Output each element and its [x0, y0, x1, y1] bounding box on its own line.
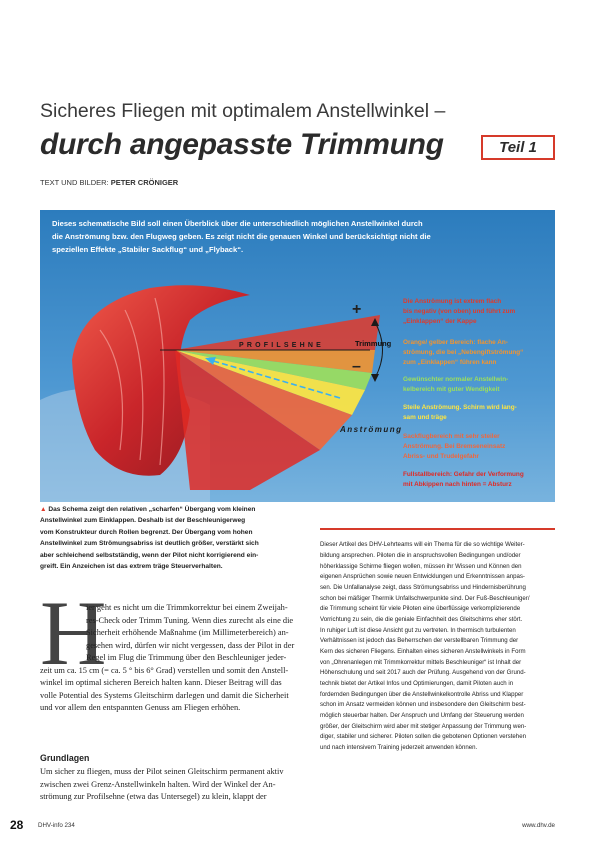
- caption-line: aber schleichend selbstständig, wenn der Pilot nicht korrigierend ein-: [40, 551, 259, 559]
- zone-label-line: Sackflugbereich mit sehr steiler: [403, 433, 500, 440]
- caption-line: Anstellwinkel zum Strömungsabriss ist deutlich größer, verstärkt sich: [40, 540, 259, 548]
- anstroemung-label: Anströmung: [340, 425, 403, 434]
- sidebar-line: von „Ohrenanlegen mit Trimmkorrektur mittels Beschleuniger“ ist Inhalt der: [320, 659, 522, 666]
- zone-label-line: „Einklappen“ der Kappe: [403, 318, 477, 325]
- sidebar-line: bildung ansprechen. Piloten die in anspruchsvollen Bedingungen und/oder: [320, 552, 521, 559]
- sidebar-line: In ruhiger Luft ist diese Ansicht gut zu vertreten. In thermisch turbulenten: [320, 627, 516, 634]
- sidebar-line: sen. Die Unfallanalyse zeigt, dass Strömungsabriss und Hindernisberührung: [320, 584, 526, 591]
- body-line: volle Potential des Systems Gleitschirm darlegen und damit die Sicherheit: [40, 691, 289, 700]
- sidebar-line: möglich steuerbar halten. Der Anspruch und Umfang der Steuerung werden: [320, 712, 524, 719]
- figure-intro-line: Dieses schematische Bild soll einen Überblick über die unterschiedlich möglichen Anstellwinkel durch: [52, 219, 423, 228]
- zone-label-line: bis negativ (von oben) und führt zum: [403, 308, 516, 315]
- zone-label-line: Steile Anströmung. Schirm wird lang-: [403, 404, 517, 411]
- sidebar-line: Höhenschulung und seit 2017 auch der Prüfung. Ausgehend von der Grund-: [320, 669, 526, 676]
- minus-sign: –: [352, 358, 361, 375]
- zone-label-line: Abriss- und Trudelgefahr: [403, 453, 479, 460]
- zone-label-flat: [403, 338, 523, 368]
- sidebar-line: schon im Ansatz vermeiden können und insbesondere den Gleitschirm best-: [320, 701, 526, 708]
- section-heading: Grundlagen: [40, 753, 90, 763]
- sidebar-line: Vorrichtung zu sein, die die geniale Einfachheit des Gleitschirms eher stört.: [320, 616, 523, 623]
- figure-intro: [52, 218, 532, 256]
- zone-label-line: Fullstallbereich: Gefahr der Verformung: [403, 471, 524, 478]
- figure-intro-line: speziellen Effekte „Stabiler Sackflug“ und „Flyback“.: [52, 244, 244, 254]
- caption-line: vom Konstrukteur durch Rollen begrenzt. Der Übergang vom hohen: [40, 528, 253, 536]
- sidebar-rule: [320, 528, 555, 530]
- figure-caption: [40, 504, 306, 572]
- sidebar-line: eigenen Ansprüchen sowie neuen Entwicklungen und Erkenntnissen anpas-: [320, 573, 525, 580]
- zone-label-parachutal: [403, 432, 505, 462]
- drop-cap: H: [40, 582, 107, 684]
- body-line: gesehen wird, dürfen wir nicht vergessen, dass der Pilot in der: [86, 641, 295, 650]
- sidebar-line: diger, stabiler und sicherer. Piloten sollen die gebotenen Optionen verstehen: [320, 733, 526, 740]
- body-line: ier geht es nicht um die Trimmkorrektur bei einem Zweijah-: [86, 603, 288, 612]
- body-line: Regel im Flug die Trimmung über den Beschleuniger jeder-: [86, 653, 287, 662]
- zone-label-collapse: [403, 297, 515, 327]
- sidebar-line: fordernden Bedingungen über die Anstellwinkelkontrolle Abriss und Klapper: [320, 691, 524, 698]
- zone-label-steep: [403, 403, 517, 423]
- zone-label-line: Anströmung. Bei Bremseneinsatz: [403, 443, 506, 450]
- body-line: zeit um ca. 15 cm (= ca. 5 ° bis 6° Grad) verstellen und somit den Anstell-: [40, 666, 289, 675]
- sidebar-line: Kern des sicheren Fliegens. Einhalten eines sicheren Anstellwinkels in Form: [320, 648, 526, 655]
- magazine-issue: DHV-info 234: [38, 822, 75, 829]
- website-link[interactable]: www.dhv.de: [522, 822, 555, 829]
- zone-label-line: zum „Einklappen“ führen kann: [403, 359, 497, 366]
- byline: [40, 178, 178, 187]
- sidebar-line: Verhältnissen ist jedoch das Beherrschen der verstellbaren Trimmung der: [320, 637, 519, 644]
- sidebar-line: technik bietet der Artikel Infos und Optimierungen, damit Piloten auch in: [320, 680, 514, 687]
- zone-label-normal: [403, 375, 508, 395]
- zone-label-line: mit Abkippen nach hinten = Absturz: [403, 481, 512, 488]
- body-line: Um sicher zu fliegen, muss der Pilot seinen Gleitschirm permanent aktiv: [40, 767, 284, 776]
- sidebar-line: die Trimmung scheint für viele Piloten eine überflüssige verkomplizierende: [320, 605, 521, 612]
- zone-label-line: sam und träge: [403, 414, 447, 421]
- angle-of-attack-figure: [40, 210, 555, 502]
- zone-label-line: strömung, die bei „Nebengiftströmung“: [403, 349, 524, 356]
- body-line: und vor allem den entspannten Genuss am Fliegen erhöhen.: [40, 703, 241, 712]
- zone-label-fullstall: [403, 470, 524, 490]
- plus-sign: +: [352, 301, 362, 318]
- figure-intro-line: die Anströmung bzw. den Flugweg geben. Es zeigt nicht die genauen Winkel und berücksichtigt nicht die: [52, 231, 431, 241]
- body-line: zwischen zwei Grenz-Anstellwinkeln halten. Wird der Winkel der An-: [40, 780, 276, 789]
- sidebar-line: schon bei mäßiger Thermik Unfallschwerpunkte sind. Der Fuß-Beschleuniger/: [320, 595, 530, 602]
- sidebar-line: Dieser Artikel des DHV-Lehrteams will ein Thema für die so wichtige Weiter-: [320, 541, 525, 548]
- trimmung-label: Trimmung: [355, 339, 392, 348]
- byline-author: PETER CRÖNIGER: [110, 178, 179, 187]
- caption-line: [40, 504, 306, 515]
- article-title-line1: Sicheres Fliegen mit optimalem Anstellwinkel –: [40, 100, 446, 122]
- caption-line: Anstellwinkel zum Einklappen. Deshalb ist der Beschleunigerweg: [40, 517, 246, 525]
- caption-arrow-icon: ▲: [40, 506, 47, 513]
- caption-text: Das Schema zeigt den relativen „scharfen“ Übergang vom kleinen: [46, 506, 256, 513]
- article-title-line2: durch angepasste Trimmung: [40, 128, 444, 161]
- zone-label-line: Die Anströmung ist extrem flach: [403, 298, 502, 305]
- zone-label-line: Orange/ gelber Bereich: flache An-: [403, 339, 508, 346]
- profilsehne-label: PROFILSEHNE: [239, 342, 324, 349]
- body-line: winkel im optimal sicheren Bereich halten kann. Dieser Beitrag will das: [40, 678, 282, 687]
- caption-line: greift. Ein Anzeichen ist das extrem träge Steuerverhalten.: [40, 563, 223, 571]
- zone-label-line: kelbereich mit guter Wendigkeit: [403, 386, 500, 393]
- part-badge: Teil 1: [481, 135, 555, 160]
- body-line: strömung zur Profilsehne (etwa das Untersegel) zu klein, klappt der: [40, 792, 267, 801]
- sidebar-line: größer, der Gleitschirm wird aber mit stetiger Anpassung der Trimmung wen-: [320, 723, 527, 730]
- zone-label-line: Gewünschter normaler Anstellwin-: [403, 376, 509, 383]
- body-line: Sicherheit erhöhende Maßnahme (im Millimeterbereich) an-: [86, 628, 289, 637]
- byline-prefix: TEXT UND BILDER:: [40, 178, 111, 187]
- sidebar-line: und nach intensivem Training jederzeit anwenden können.: [320, 744, 478, 751]
- sidebar-line: höherklassige Schirme fliegen wollen, müssen ihr Wissen und Können den: [320, 563, 522, 570]
- page-number: 28: [10, 818, 24, 832]
- body-line: res-Check oder Trimm Tuning. Wenn dies zurecht als eine die: [86, 616, 294, 625]
